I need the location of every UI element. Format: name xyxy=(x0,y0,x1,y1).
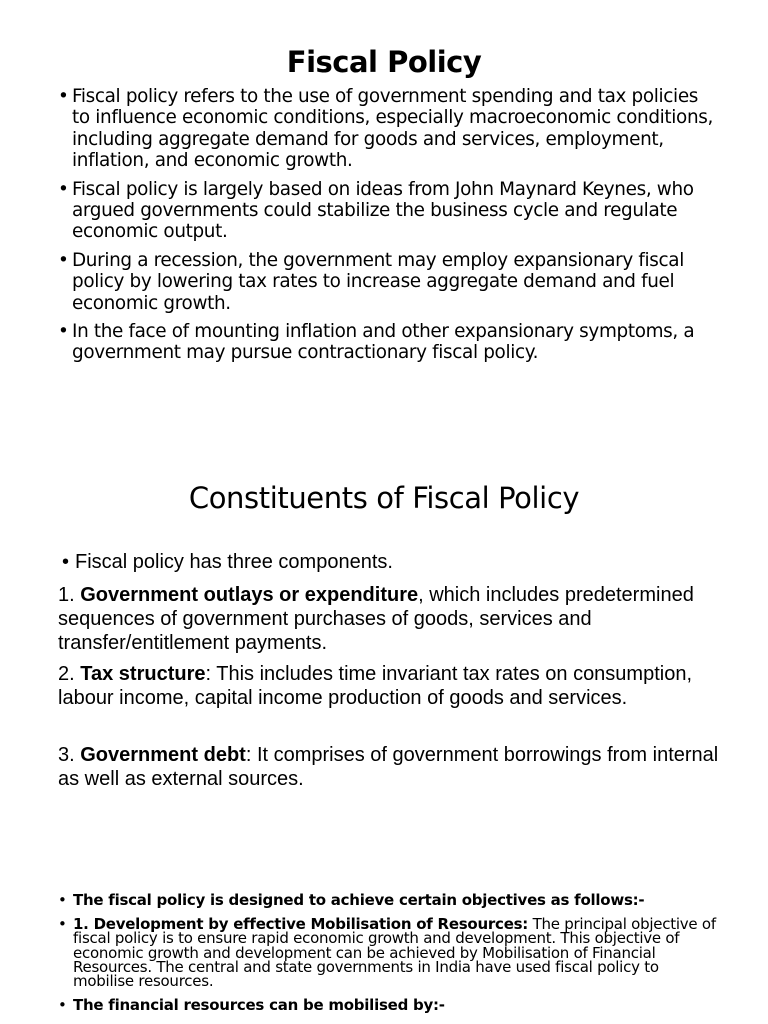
item-term: Tax structure xyxy=(80,663,206,685)
bullet-term: 1. Development by effective Mobilisation of Resources: xyxy=(73,915,529,934)
slide-title-fiscal-policy: Fiscal Policy xyxy=(286,45,482,79)
item-number: 2. xyxy=(58,663,81,685)
bullet-item xyxy=(58,179,718,243)
bullet-icon: • xyxy=(58,996,67,1015)
bullet-text: During a recession, the government may employ expansionary fiscal policy by lowering tax rates to increase aggregate demand and fuel economic growth. xyxy=(72,249,684,314)
bullet-icon: • xyxy=(58,891,67,909)
objectives-bullet-list xyxy=(58,893,718,1022)
item-term: Government outlays or expenditure xyxy=(80,584,419,606)
bullet-text: Fiscal policy refers to the use of government spending and tax policies to influence economic conditions, especially macroeconomic conditions, including aggregate demand for goods and services, employment, inflation, and economic growth. xyxy=(72,86,713,172)
item-number: 3. xyxy=(58,744,81,766)
bullet-icon: • xyxy=(58,321,69,343)
fiscal-policy-bullet-list xyxy=(58,86,718,371)
bullet-icon: • xyxy=(58,915,67,934)
item-text: : It comprises of government borrowings from internal as well as external sources. xyxy=(58,744,719,790)
item-number: 1. xyxy=(58,584,81,606)
bullet-icon: • xyxy=(58,178,69,200)
bullet-text: In the face of mounting inflation and other expansionary symptoms, a government may pursue contractionary fiscal policy. xyxy=(72,321,695,364)
components-intro xyxy=(58,550,755,574)
bullet-item xyxy=(58,915,718,991)
bullet-item xyxy=(58,250,718,314)
bullet-text: The fiscal policy is designed to achieve certain objectives as follows:- xyxy=(73,891,645,909)
bullet-text: The principal objective of fiscal policy is to ensure rapid economic growth and development. This objective of economic growth and development can be achieved by Mobilisation of Financial Resources. The central and state governments in India have used fiscal policy to mobilise resources. xyxy=(73,915,716,991)
bullet-item xyxy=(58,321,718,364)
slide-title-constituents: Constituents of Fiscal Policy xyxy=(188,481,580,515)
bullet-icon: • xyxy=(58,249,69,271)
intro-text: Fiscal policy has three components. xyxy=(75,551,393,573)
component-item-tax-structure xyxy=(58,662,738,710)
bullet-text: Fiscal policy is largely based on ideas from John Maynard Keynes, who argued governments could stabilize the business cycle and regulate economic output. xyxy=(72,178,694,243)
bullet-icon: • xyxy=(62,551,70,573)
component-item-expenditure xyxy=(58,583,738,655)
item-text: , which includes predetermined sequences of government purchases of goods, services and transfer/entitlement payments. xyxy=(58,584,694,654)
bullet-icon: • xyxy=(58,86,69,107)
bullet-item xyxy=(58,86,718,172)
item-term: Government debt xyxy=(80,744,246,766)
bullet-item xyxy=(58,996,718,1015)
bullet-item xyxy=(58,893,718,907)
item-text: : This includes time invariant tax rates on consumption, labour income, capital income production of goods and services. xyxy=(58,663,693,709)
bullet-text: The financial resources can be mobilised by:- xyxy=(73,996,445,1015)
component-item-government-debt xyxy=(58,743,738,791)
